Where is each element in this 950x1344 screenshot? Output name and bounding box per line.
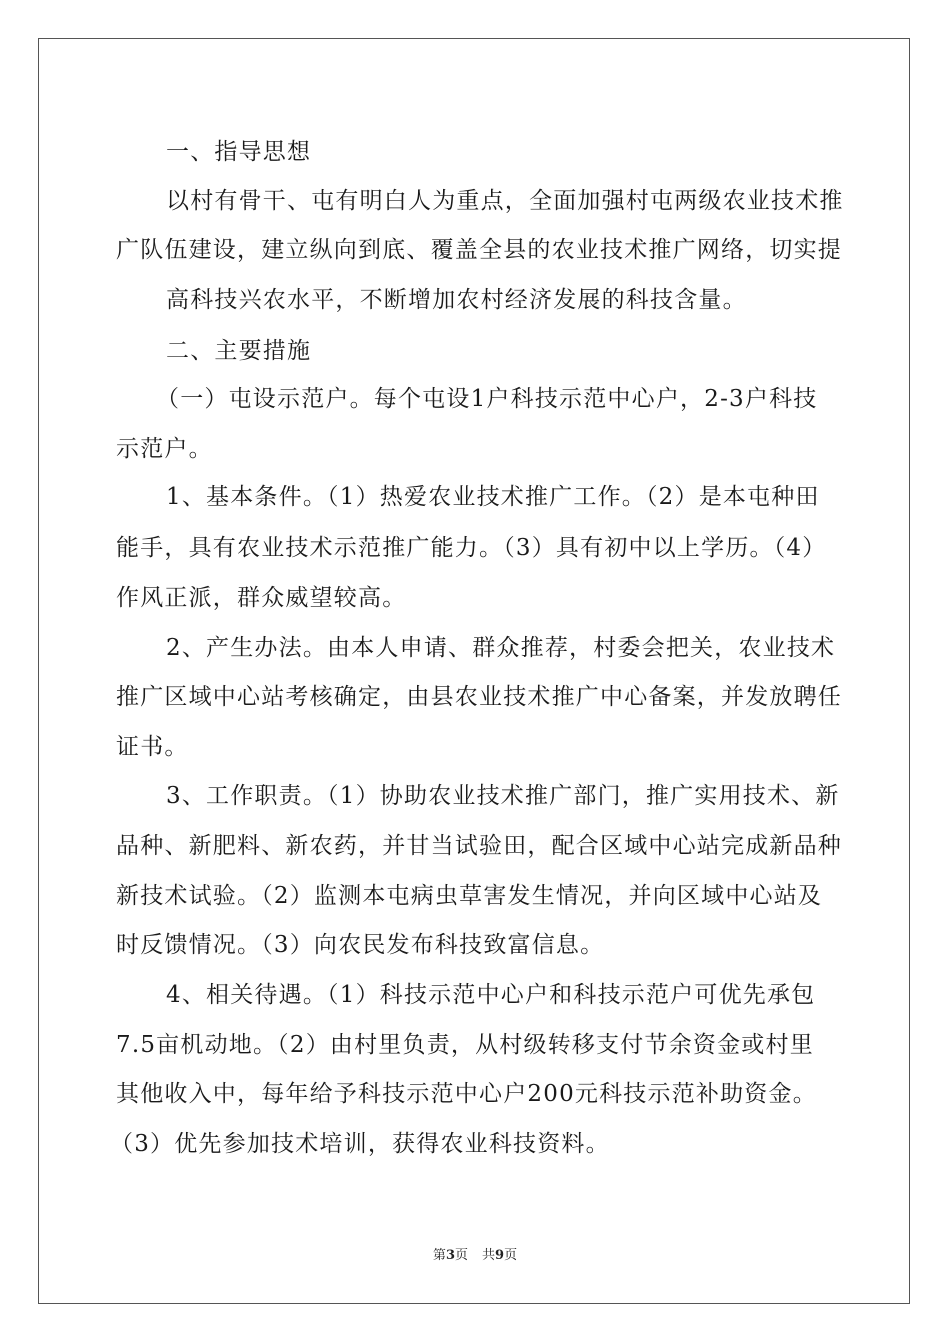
paragraph-line: 广队伍建设，建立纵向到底、覆盖全县的农业技术推广网络，切实提 <box>116 237 842 263</box>
paragraph-line: 3、工作职责。（1）协助农业技术推广部门，推广实用技术、新 <box>166 783 840 809</box>
paragraph-line: 4、相关待遇。（1）科技示范中心户和科技示范户可优先承包 <box>166 982 816 1008</box>
paragraph-line: 推广区域中心站考核确定，由县农业技术推广中心备案，并发放聘任 <box>116 684 842 710</box>
paragraph-line: 1、基本条件。（1）热爱农业技术推广工作。（2）是本屯种田 <box>166 484 820 510</box>
total-pages-number: 9 <box>495 1248 505 1263</box>
page-footer <box>0 1247 950 1265</box>
total-prefix: 共 <box>482 1248 496 1263</box>
paragraph-line: 高科技兴农水平，不断增加农村经济发展的科技含量。 <box>166 287 747 313</box>
page-prefix: 第 <box>432 1248 446 1263</box>
paragraph-line: 时反馈情况。（3）向农民发布科技致富信息。 <box>116 932 605 958</box>
heading-guiding-ideology: 一、指导思想 <box>166 139 312 165</box>
paragraph-line: 证书。 <box>116 734 189 760</box>
paragraph-line: 其他收入中，每年给予科技示范中心户200元科技示范补助资金。 <box>116 1081 817 1107</box>
page-suffix: 页 <box>454 1248 468 1263</box>
paragraph-line: 作风正派，群众威望较高。 <box>116 585 407 611</box>
paragraph-line: 示范户。 <box>116 436 213 462</box>
paragraph-line: 新技术试验。（2）监测本屯病虫草害发生情况，并向区域中心站及 <box>116 883 823 909</box>
paragraph-line: 能手，具有农业技术示范推广能力。（3）具有初中以上学历。（4） <box>116 535 827 561</box>
paragraph-line: （3）优先参加技术培训，获得农业科技资料。 <box>110 1131 610 1157</box>
paragraph-line: 2、产生办法。由本人申请、群众推荐，村委会把关，农业技术 <box>166 635 836 661</box>
current-page-number: 3 <box>445 1248 455 1263</box>
paragraph-line: 7.5亩机动地。（2）由村里负责，从村级转移支付节余资金或村里 <box>116 1032 814 1058</box>
total-suffix: 页 <box>504 1248 518 1263</box>
heading-main-measures: 二、主要措施 <box>166 338 312 364</box>
paragraph-line: 品种、新肥料、新农药，并甘当试验田，配合区域中心站完成新品种 <box>116 833 842 859</box>
paragraph-line: （一）屯设示范户。每个屯设1户科技示范中心户，2-3户科技 <box>156 386 818 412</box>
paragraph-line: 以村有骨干、屯有明白人为重点，全面加强村屯两级农业技术推 <box>166 188 844 214</box>
page-border <box>38 38 910 1304</box>
